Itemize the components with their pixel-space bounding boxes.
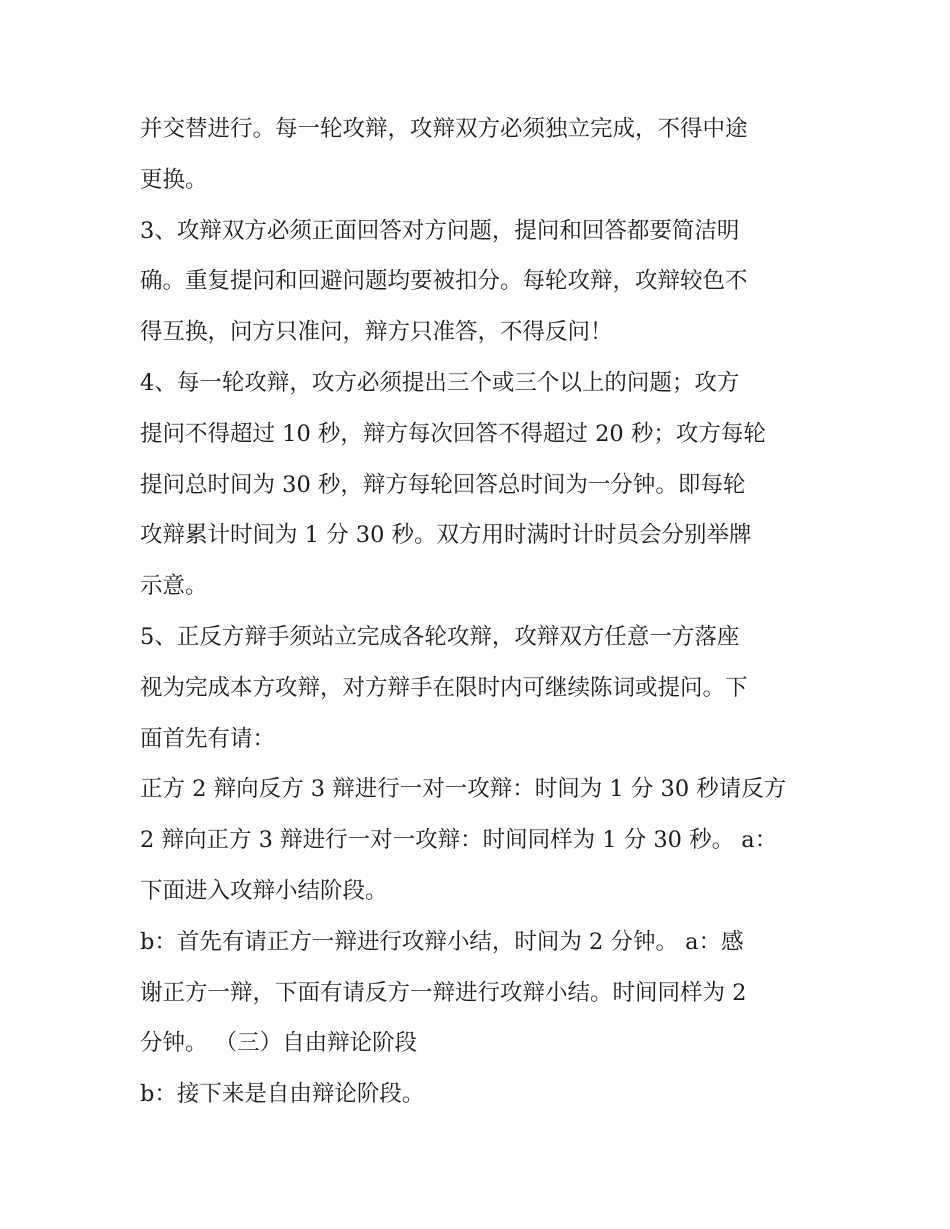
- text-line: 面首先有请：: [140, 725, 276, 752]
- text-line: 2 辩向正方 3 辩进行一对一攻辩：时间同样为 1 分 30 秒。 a：: [140, 827, 778, 854]
- text-line: b：首先有请正方一辩进行攻辩小结，时间为 2 分钟。 a：感: [140, 928, 744, 955]
- text-line: 3、攻辩双方必须正面回答对方问题，提问和回答都要简洁明: [140, 217, 740, 244]
- text-line: 示意。: [140, 573, 208, 600]
- text-line: 分钟。 （三）自由辩论阶段: [140, 1030, 418, 1057]
- text-line: 正方 2 辩向反方 3 辩进行一对一攻辩：时间为 1 分 30 秒请反方: [140, 776, 787, 803]
- text-line: 确。重复提问和回避问题均要被扣分。每轮攻辩，攻辩较色不: [140, 268, 748, 295]
- text-line: 5、正反方辩手须站立完成各轮攻辩，攻辩双方任意一方落座: [140, 623, 740, 650]
- text-line: 视为完成本方攻辩，对方辩手在限时内可继续陈词或提问。下: [140, 674, 748, 701]
- text-line: 4、每一轮攻辩，攻方必须提出三个或三个以上的问题；攻方: [140, 369, 740, 396]
- text-line: 下面进入攻辩小结阶段。: [140, 877, 388, 904]
- text-line: 得互换，问方只准问，辩方只准答，不得反问！: [140, 319, 613, 346]
- text-line: 并交替进行。每一轮攻辩，攻辩双方必须独立完成，不得中途: [140, 116, 748, 142]
- document-body: [140, 104, 820, 1120]
- text-line: 谢正方一辩，下面有请反方一辩进行攻辩小结。时间同样为 2: [140, 979, 747, 1006]
- text-line: b：接下来是自由辩论阶段。: [140, 1081, 425, 1108]
- text-line: 攻辩累计时间为 1 分 30 秒。双方用时满时计时员会分别举牌: [140, 522, 752, 549]
- text-line: 更换。: [140, 166, 208, 193]
- text-line: 提问不得超过 10 秒，辩方每次回答不得超过 20 秒；攻方每轮: [140, 420, 766, 447]
- text-line: 提问总时间为 30 秒，辩方每轮回答总时间为一分钟。即每轮: [140, 471, 746, 498]
